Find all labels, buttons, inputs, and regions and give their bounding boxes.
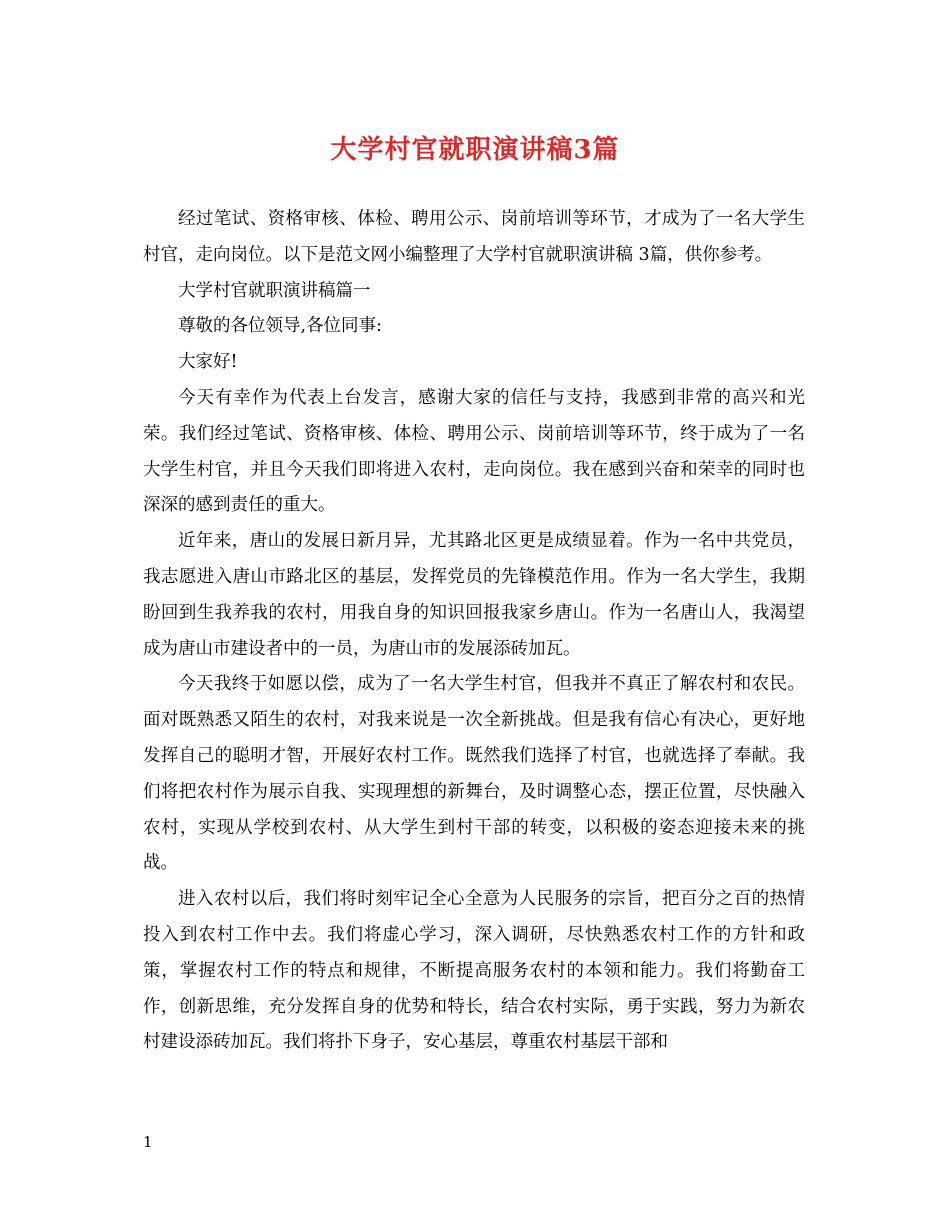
document-title: 大学村官就职演讲稿3篇 — [330, 135, 620, 165]
page-number: 1 — [143, 1133, 153, 1151]
section-heading: 大学村官就职演讲稿篇一 — [178, 280, 371, 301]
document-body — [143, 202, 805, 1061]
body-paragraph: 进入农村以后，我们将时刻牢记全心全意为人民服务的宗旨，把百分之百的热情投入到农村工作中去。我们将虚心学习，深入调研，尽快熟悉农村工作的方针和政策，掌握农村工作的特点和规律，不断提高服务农村的本领和能力。我们将勤奋工作，创新思维，充分发挥自身的优势和特长，结合农村实际，勇于实践，努力为新农村建设添砖加瓦。我们将扑下身子，安心基层，尊重农村基层干部和 — [143, 889, 805, 1053]
body-paragraph: 近年来，唐山的发展日新月异，尤其路北区更是成绩显着。作为一名中共党员，我志愿进入唐山市路北区的基层，发挥党员的先锋模范作用。作为一名大学生，我期盼回到生我养我的农村，用我自身的知识回报我家乡唐山。作为一名唐山人，我渴望成为唐山市建设者中的一员，为唐山市的发展添砖加瓦。 — [143, 531, 805, 659]
salutation: 尊敬的各位领导,各位同事: — [178, 316, 382, 337]
greeting: 大家好! — [178, 352, 238, 373]
body-paragraph: 今天我终于如愿以偿，成为了一名大学生村官，但我并不真正了解农村和农民。面对既熟悉又陌生的农村，对我来说是一次全新挑战。但是我有信心有决心，更好地发挥自己的聪明才智，开展好农村工作。既然我们选择了村官，也就选择了奉献。我们将把农村作为展示自我、实现理想的新舞台，及时调整心态，摆正位置，尽快融入农村，实现从学校到农村、从大学生到村干部的转变，以积极的姿态迎接未来的挑战。 — [143, 674, 805, 874]
body-paragraph: 今天有幸作为代表上台发言，感谢大家的信任与支持，我感到非常的高兴和光荣。我们经过笔试、资格审核、体检、聘用公示、岗前培训等环节，终于成为了一名大学生村官，并且今天我们即将进入农村，走向岗位。我在感到兴奋和荣幸的同时也深深的感到责任的重大。 — [143, 387, 805, 516]
intro-paragraph: 经过笔试、资格审核、体检、聘用公示、岗前培训等环节，才成为了一名大学生村官，走向岗位。以下是范文网小编整理了大学村官就职演讲稿 3篇，供你参考。 — [143, 209, 805, 265]
